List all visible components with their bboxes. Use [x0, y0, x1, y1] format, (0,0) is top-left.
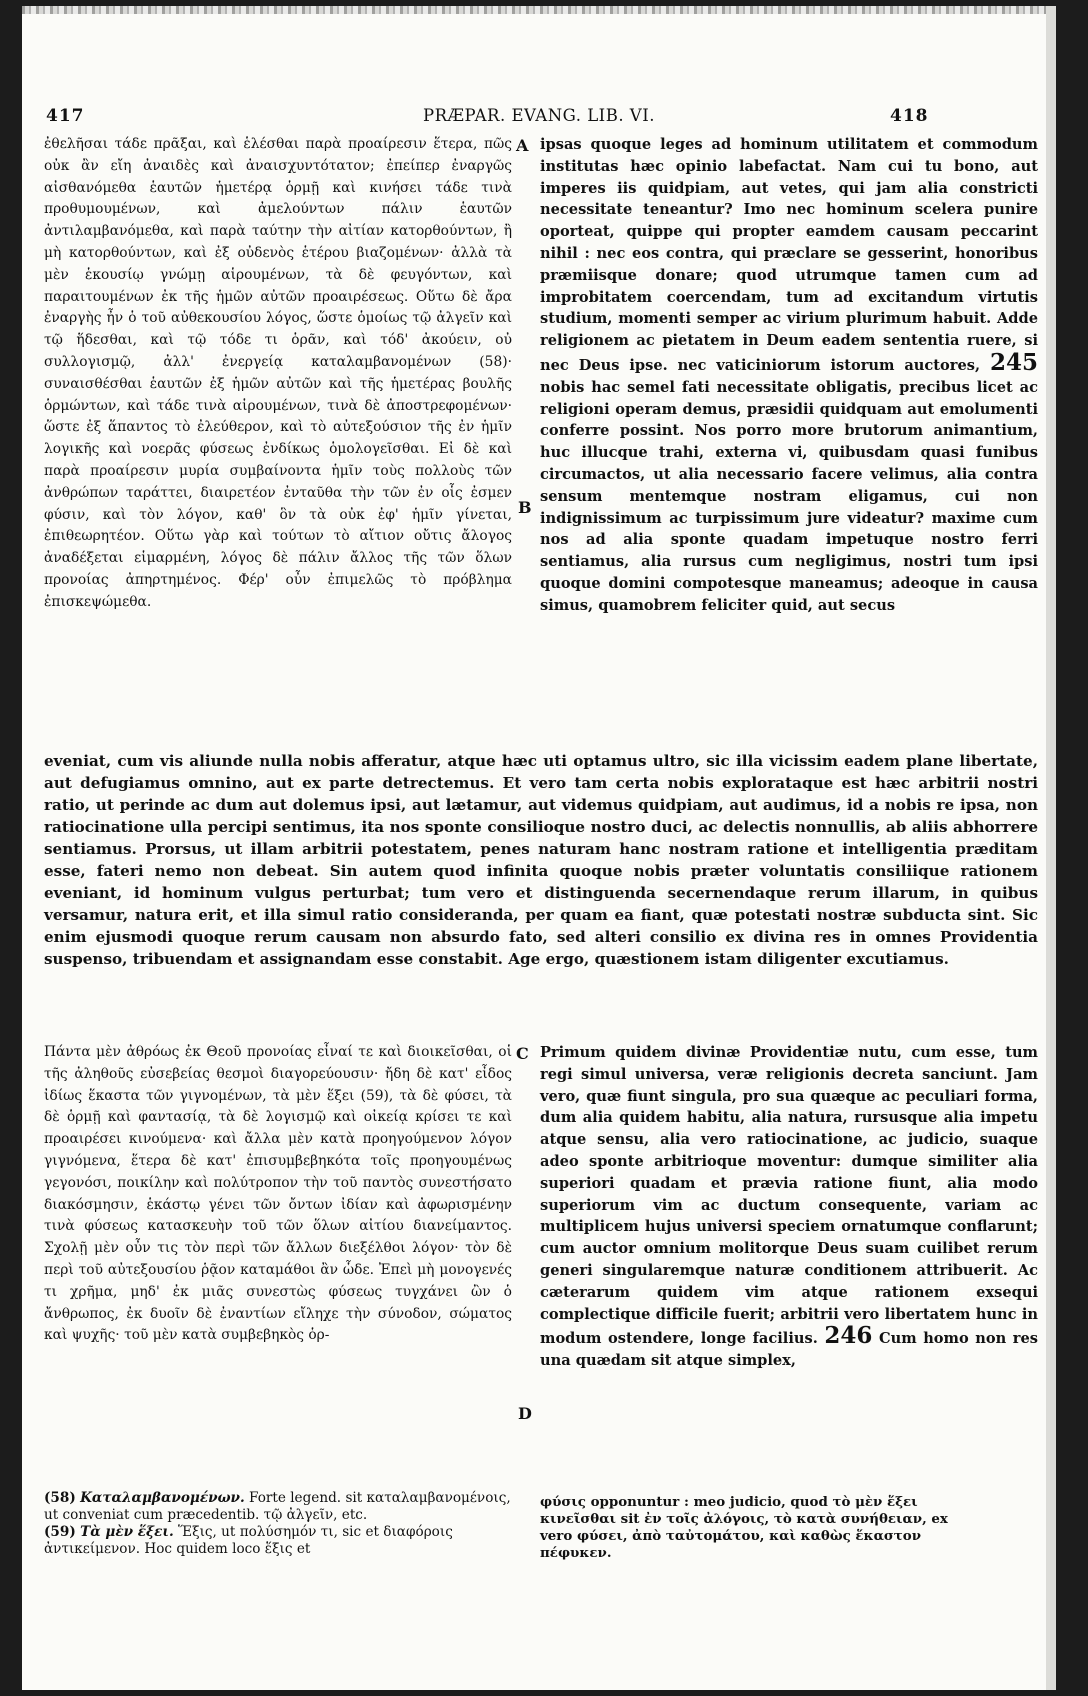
margin-marker-a: A: [516, 136, 529, 155]
greek-column-cd: [44, 1042, 512, 1347]
footnotes-right: [540, 1494, 980, 1562]
greek-text-ab: ἐθελῆσαι τάδε πρᾶξαι, καὶ ἑλέσθαι παρὰ προαίρεσιν ἕτερα, πῶς οὐκ ἂν εἴη ἀναιδὲς καὶ ἀναισχυντότατον; ἐπείπερ ἐναργῶς αἰσθανόμεθα ἑαυτῶν ἡμετέρᾳ ὁρμῇ καὶ κινήσει τάδε τινὰ προθυμουμένων, καὶ ἀμελούντων πάλιν ἑαυτῶν ἀντιλαμβανόμεθα, καὶ παρὰ ταύτην τὴν αἰτίαν κατορθούντων, ἢ μὴ κατορθούντων, καὶ ἐξ οὐδενὸς ἑτέρου βιαζομένων· ἀλλὰ τὰ μὲν ἑκουσίῳ γνώμῃ αἱρουμένων, τὰ δὲ φευγόντων, καὶ παραιτουμένων ἐκ τῆς ἡμῶν αὐτῶν προαιρέσεως. Οὕτω δὲ ἄρα ἐναργὴς ἦν ὁ τοῦ αὐθεκουσίου λόγος, ὥστε ὁμοίως τῷ ἀλγεῖν καὶ τῷ ἥδεσθαι, καὶ τῷ τόδε τι ὁρᾶν, καὶ τόδ' ἀκούειν, οὐ συλλογισμῷ, ἀλλ' ἐνεργείᾳ καταλαμβανομένων (58)· συναισθέσθαι ἑαυτῶν ἐξ ἡμῶν αὐτῶν καὶ τῆς ἡμετέρας βουλῆς ὁρμώντων, καὶ τάδε τινὰ αἱρουμένων, τινὰ δὲ ἀποστρεφομένων· ὥστε ἐξ ἅπαντος τὸ ἐλεύθερον, καὶ τὸ αὐτεξούσιον τῆς ἐν ἡμῖν λογικῆς καὶ νοερᾶς φύσεως ἐνδίκως ὁμολογεῖσθαι. Εἰ δὲ καὶ παρὰ προαίρεσιν μυρία συμβαίνοντα ἡμῖν τοὺς πολλοὺς τῶν ἀνθρώπων ταράττει, διαιρετέον ἐνταῦθα τὴν τῶν ἐν οἷς ἐσμεν φύσιν, καὶ τὸν λόγον, καθ' ὃν τὰ οὐκ ἐφ' ἡμῖν γίνεται, ἐπιθεωρητέον. Οὕτω γὰρ καὶ τούτων τὸ αἴτιον οὔτις ἄλογος ἀναδέξεται εἱμαρμένη, λόγος δὲ πάλιν ἄλλος τῆς τῶν ὅλων προνοίας ἀπηρτημένος. Φέρ' οὖν ἐπιμελῶς τὸ πρόβλημα ἐπισκεψώμεθα.: [44, 136, 512, 610]
greek-column-ab: [44, 134, 512, 614]
latin-text-ab-part2: nobis hac semel fati necessitate obligatis, precibus licet ac religioni operam demus, præsidii quidquam aut emolumenti conferre possint. Nos porro more brutorum animantium, huc illucque trahi, externa vi, quibusdam quasi funibus circumactos, ut alia necessario facere velimus, alia contra sensum mentemque nostram eligamus, cui non indignissimum ac turpissimum jure videatur? maxime cum nos ad alia sponte quadam impetuque nostro ferri sentiamus, alia rursus cum negligimus, nostri tum ipsi quoque domini compotesque maneamus; adeoque in causa simus, quamobrem feliciter quid, aut secus: [540, 378, 1038, 614]
page-right-edge: [1046, 6, 1056, 1690]
latin-text-ab-part1: ipsas quoque leges ad hominum utilitatem et commodum institutas hæc opinio labefactat. Nam cui tu bono, aut imperes iis quidpiam, aut vetes, qui jam alia constricti necessitate teneantur? Imo nec hominum scelera punire oporteat, quippe qui propter eamdem causam peccarint nihil : nec eos contra, qui præclare se gesserint, honoribus præmiisque donare; quod utrumque tamen cum ad improbitatem coercendam, tum ad excitandum virtutis studium, momenti semper ac virium plurimum habuit. Adde religionem ac pietatem in Deum eadem sententia ruere, si nec Deus ipse. nec vaticiniorum istorum auctores,: [540, 136, 1038, 374]
footnote-59-lemma: Τὰ μὲν ἕξει.: [80, 1524, 174, 1540]
footnote-58-text: Forte legend. sit καταλαμβανομένοις, ut conveniat cum præcedentib. τῷ ἀλγεῖν, etc.: [44, 1490, 511, 1523]
latin-text-cd-part1: Primum quidem divinæ Providentiæ nutu, cum esse, tum regi simul universa, veræ religionis decreta sanciunt. Jam vero, quæ fiunt singula, pro sua quæque ac peculiari forma, dum alia quidem habitu, alia natura, rursusque alia impetu atque sensu, alia vero ratiocinatione, ac judicio, suaque adeo sponte arbitrioque moventur: dumque similiter alia superiori quadam et prævia ratione fiunt, alia modo superiorum vim ac ductum consequente, variam ac multiplicem hujus universi speciem ornatumque conflarunt; cum auctor omnium molitorque Deus suam cuilibet rerum generi singularemque naturæ conditionem attribuerit. Ac cæterarum quidem vim atque rationem exsequi complectique difficile fuerit; arbitrii vero libertatem hunc in modum ostendere, longe facilius.: [540, 1044, 1038, 1348]
margin-marker-d: D: [518, 1404, 532, 1423]
margin-marker-b: B: [518, 498, 532, 517]
page-number-right: 418: [890, 106, 929, 126]
page-number-left: 417: [46, 106, 85, 126]
greek-text-cd: Πάντα μὲν ἀθρόως ἐκ Θεοῦ προνοίας εἶναί τε καὶ διοικεῖσθαι, οἱ τῆς ἀληθοῦς εὐσεβείας θεσμοὶ διαγορεύουσιν· ἤδη δὲ κατ' εἶδος ἰδίως ἕκαστα τῶν γιγνομένων, τὰ μὲν ἕξει (59), τὰ δὲ φύσει, τὰ δὲ ὁρμῇ καὶ φαντασίᾳ, τὰ δὲ λογισμῷ καὶ οἰκείᾳ κρίσει τε καὶ προαιρέσει κινούμενα· καὶ ἄλλα μὲν κατὰ προηγούμενον λόγον γιγνόμενα, ἕτερα δὲ κατ' ἐπισυμβεβηκότα τοῖς προηγουμένως γεγονόσι, ποικίλην καὶ πολύτροπον τὴν τοῦ παντὸς συνεστήσατο διακόσμησιν, ἑκάστῳ γένει τῶν ὄντων ἰδίαν καὶ ἀφωρισμένην τινὰ φύσεως κατασκευὴν τοῦ τῶν ὅλων αἰτίου διανείμαντος. Σχολῇ μὲν οὖν τις τὸν περὶ τῶν ἄλλων διεξέλθοι λόγον· τὸν δὲ περὶ τοῦ αὐτεξουσίου ῥᾷον καταμάθοι ἂν ὧδε. Ἐπεὶ μὴ μονογενές τι χρῆμα, μηδ' ἐκ μιᾶς συνεστὼς φύσεως τυγχάνει ὢν ὁ ἄνθρωπος, ἐκ δυοῖν δὲ ἐναντίων εἴληχε τὴν σύνοδον, σώματος καὶ ψυχῆς· τοῦ μὲν κατὰ συμβεβηκὸς ὁρ-: [44, 1044, 512, 1344]
latin-fullwidth-block: [44, 750, 1038, 970]
footnote-58-lemma: Καταλαμβανομένων.: [80, 1490, 245, 1506]
latin-text-cd-part2: Cum homo non res una quædam sit atque simplex,: [540, 1330, 1038, 1370]
margin-marker-c: C: [516, 1044, 529, 1063]
scan-edge-noise: [22, 6, 1056, 14]
footnotes-left: [44, 1490, 512, 1558]
latin-column-cd: [540, 1042, 1038, 1372]
latin-text-cd: [540, 1042, 1038, 1372]
margin-number-246: 246: [824, 1322, 873, 1350]
latin-text-ab-1: [540, 134, 1038, 617]
footnote-59-continued: φύσις opponuntur : meo judicio, quod τὸ μὲν ἕξει κινεῖσθαι sit ἐν τοῖς ἀλόγοις, τὸ κατὰ συνήθειαν, ex vero φύσει, ἀπὸ ταὐτομάτου, καὶ καθὼς ἕκαστον πέφυκεν.: [540, 1494, 948, 1561]
margin-number-245: 245: [989, 348, 1038, 376]
footnote-59-text: Ἕξις, ut πολύσημόν τι, sic et διαφόροις ἀντικείμενον. Hoc quidem loco ἕξις et: [44, 1524, 453, 1557]
footnote-58-number: (58): [44, 1490, 76, 1506]
footnote-59-number: (59): [44, 1524, 76, 1540]
page-scan: [22, 6, 1056, 1690]
running-title: PRÆPAR. EVANG. LIB. VI.: [422, 106, 655, 125]
footnote-59: [44, 1524, 512, 1558]
latin-fullwidth-text: eveniat, cum vis aliunde nulla nobis afferatur, atque hæc uti optamus ultro, sic illa vicissim eadem plane libertate, aut defugiamus omnino, aut ex parte detrectemus. Et vero tam certa nobis exploratаque est hæc arbitrii nostri ratio, ut perinde ac dum aut dolemus ipsi, aut lætamur, aut videmus quidpiam, aut audimus, id a nobis re ipsa, non ratiocinatione ulla percipi sentimus, ita nos sponte consilioque nostro duci, ac delectis nonnullis, ab aliis abhorrere sentiamus. Prorsus, ut illam arbitrii potestatem, penes naturam hanc nostram ratione et intelligentia præditam esse, fateri nemo non debeat. Sin autem quod infinita quoque nobis præter voluntatis consiliique rationem eveniant, id hominum vulgus perturbat; tum vero et distinguenda secernendaque rerum illarum, in quibus versamur, natura erit, et illa simul ratio consideranda, per quam ea fiant, quæ potestati nostræ subducta sint. Sic enim ejusmodi quoque rerum causam non absurdo fato, sed alteri consilio ex divina res in omnes Providentia suspenso, tribuendam et assignandam esse constabit. Age ergo, quæstionem istam diligenter excutiamus.: [44, 752, 1038, 968]
footnote-58: [44, 1490, 512, 1524]
latin-column-ab: [540, 134, 1038, 617]
